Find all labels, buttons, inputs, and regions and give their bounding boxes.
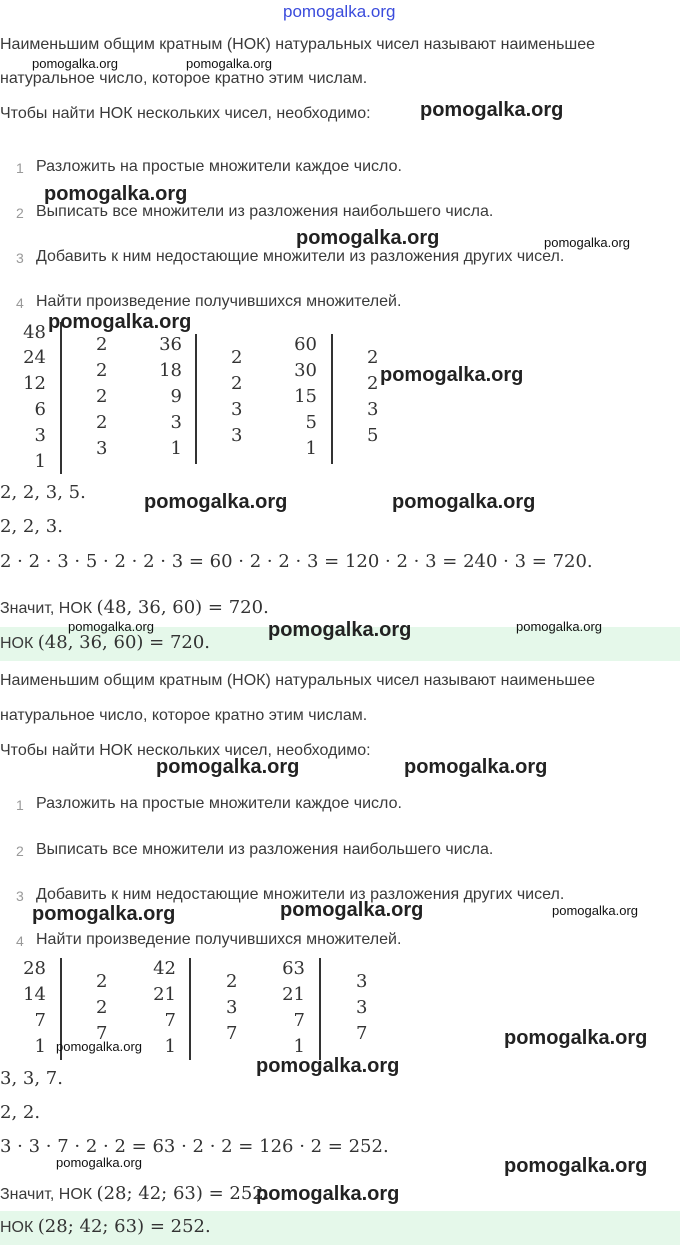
dividend: 48 bbox=[23, 322, 46, 343]
divisor: 2 bbox=[367, 347, 379, 368]
conclusion-prefix: Значит, НОК bbox=[0, 1186, 93, 1203]
conclusion-math: (28; 42; 63) = 252. bbox=[96, 1183, 270, 1204]
step-number: 4 bbox=[16, 295, 24, 311]
dividend: 28 bbox=[23, 958, 46, 979]
watermark: pomogalka.org bbox=[32, 56, 118, 71]
watermark: pomogalka.org bbox=[404, 756, 548, 778]
dividend: 12 bbox=[23, 373, 46, 394]
dividend: 1 bbox=[34, 451, 46, 472]
conclusion-math: (48, 36, 60) = 720. bbox=[96, 597, 269, 618]
watermark: pomogalka.org bbox=[44, 183, 188, 205]
divisor: 3 bbox=[356, 997, 368, 1018]
watermark: pomogalka.org bbox=[256, 1183, 400, 1205]
watermark: pomogalka.org bbox=[68, 619, 154, 634]
dividend: 42 bbox=[153, 958, 176, 979]
divisor: 2 bbox=[96, 386, 108, 407]
watermark: pomogalka.org bbox=[56, 1039, 142, 1054]
divisor: 3 bbox=[96, 438, 108, 459]
step-text: Разложить на простые множители каждое число. bbox=[36, 158, 402, 175]
dividend: 30 bbox=[294, 360, 317, 381]
divisor: 7 bbox=[356, 1023, 368, 1044]
division-line bbox=[319, 958, 321, 1060]
dividend: 60 bbox=[294, 334, 317, 355]
watermark: pomogalka.org bbox=[504, 1155, 648, 1177]
dividend: 63 bbox=[282, 958, 305, 979]
step-text: Добавить к ним недостающие множители из разложения других чисел. bbox=[36, 886, 565, 903]
dividend: 24 bbox=[23, 347, 46, 368]
step-number: 2 bbox=[16, 205, 24, 221]
division-line bbox=[195, 334, 197, 464]
step-text: Добавить к ним недостающие множители из разложения других чисел. bbox=[36, 248, 565, 265]
divisor: 2 bbox=[96, 360, 108, 381]
dividend: 7 bbox=[34, 1010, 46, 1031]
answer-math: (28; 42; 63) = 252. bbox=[37, 1216, 211, 1237]
dividend: 14 bbox=[23, 984, 46, 1005]
step-number: 4 bbox=[16, 933, 24, 949]
factors-line: 2, 2, 3, 5. bbox=[0, 482, 86, 503]
intro-text: Наименьшим общим кратным (НОК) натуральных чисел называют наименьшее bbox=[0, 672, 596, 689]
watermark: pomogalka.org bbox=[552, 903, 638, 918]
watermark: pomogalka.org bbox=[280, 899, 424, 921]
dividend: 1 bbox=[170, 438, 182, 459]
dividend: 9 bbox=[170, 386, 182, 407]
watermark: pomogalka.org bbox=[544, 235, 630, 250]
step-number: 3 bbox=[16, 888, 24, 904]
step-text: Разложить на простые множители каждое число. bbox=[36, 795, 402, 812]
factors-line: 2, 2, 3. bbox=[0, 516, 63, 537]
watermark: pomogalka.org bbox=[156, 756, 300, 778]
intro-text: Наименьшим общим кратным (НОК) натуральных чисел называют наименьшее bbox=[0, 36, 596, 53]
watermark: pomogalka.org bbox=[144, 491, 288, 513]
divisor: 5 bbox=[367, 425, 379, 446]
divisor: 2 bbox=[96, 971, 108, 992]
divisor: 2 bbox=[96, 412, 108, 433]
dividend: 5 bbox=[305, 412, 317, 433]
factors-line: 3, 3, 7. bbox=[0, 1068, 63, 1089]
watermark: pomogalka.org bbox=[392, 491, 536, 513]
divisor: 3 bbox=[226, 997, 238, 1018]
divisor: 2 bbox=[96, 997, 108, 1018]
dividend: 1 bbox=[164, 1036, 176, 1057]
step-number: 1 bbox=[16, 160, 24, 176]
divisor: 3 bbox=[231, 399, 243, 420]
answer-prefix: НОК bbox=[0, 1219, 34, 1236]
step-text: Выписать все множители из разложения наибольшего числа. bbox=[36, 841, 494, 858]
product-formula: 3 · 3 · 7 · 2 · 2 = 63 · 2 · 2 = 126 · 2 = 252. bbox=[0, 1136, 389, 1157]
factors-line: 2, 2. bbox=[0, 1102, 41, 1123]
divisor: 2 bbox=[367, 373, 379, 394]
dividend: 3 bbox=[170, 412, 182, 433]
dividend: 7 bbox=[164, 1010, 176, 1031]
step-text: Выписать все множители из разложения наибольшего числа. bbox=[36, 203, 494, 220]
divisor: 3 bbox=[231, 425, 243, 446]
conclusion bbox=[0, 597, 269, 618]
dividend: 15 bbox=[294, 386, 317, 407]
watermark: pomogalka.org bbox=[283, 2, 396, 21]
watermark: pomogalka.org bbox=[268, 619, 412, 641]
dividend: 1 bbox=[305, 438, 317, 459]
product-formula: 2 · 2 · 3 · 5 · 2 · 2 · 3 = 60 · 2 · 2 · 3 = 120 · 2 · 3 = 240 · 3 = 720. bbox=[0, 551, 593, 572]
dividend: 21 bbox=[282, 984, 305, 1005]
dividend: 21 bbox=[153, 984, 176, 1005]
watermark: pomogalka.org bbox=[420, 99, 564, 121]
divisor: 3 bbox=[367, 399, 379, 420]
dividend: 7 bbox=[293, 1010, 305, 1031]
dividend: 3 bbox=[34, 425, 46, 446]
watermark: pomogalka.org bbox=[516, 619, 602, 634]
divisor: 2 bbox=[226, 971, 238, 992]
division-line bbox=[189, 958, 191, 1060]
divisor: 7 bbox=[226, 1023, 238, 1044]
conclusion bbox=[0, 1183, 269, 1204]
conclusion-prefix: Значит, НОК bbox=[0, 600, 93, 617]
divisor: 2 bbox=[231, 373, 243, 394]
watermark: pomogalka.org bbox=[186, 56, 272, 71]
divisor: 3 bbox=[356, 971, 368, 992]
divisor: 2 bbox=[96, 334, 108, 355]
divisor: 7 bbox=[96, 1023, 108, 1044]
intro-text-cont: натуральное число, которое кратно этим числам. bbox=[0, 707, 368, 724]
step-text: Найти произведение получившихся множителей. bbox=[36, 931, 402, 948]
step-text: Найти произведение получившихся множителей. bbox=[36, 293, 402, 310]
dividend: 36 bbox=[159, 334, 182, 355]
dividend: 1 bbox=[34, 1036, 46, 1057]
step-number: 2 bbox=[16, 843, 24, 859]
divisor: 2 bbox=[231, 347, 243, 368]
answer-prefix: НОК bbox=[0, 635, 34, 652]
intro-text-cont: натуральное число, которое кратно этим числам. bbox=[0, 70, 368, 87]
step-number: 3 bbox=[16, 250, 24, 266]
watermark: pomogalka.org bbox=[32, 903, 176, 925]
watermark: pomogalka.org bbox=[56, 1155, 142, 1170]
watermark: pomogalka.org bbox=[48, 311, 192, 333]
watermark: pomogalka.org bbox=[256, 1055, 400, 1077]
step-number: 1 bbox=[16, 797, 24, 813]
division-line bbox=[331, 334, 333, 464]
watermark: pomogalka.org bbox=[380, 364, 524, 386]
lead-text: Чтобы найти НОК нескольких чисел, необходимо: bbox=[0, 742, 371, 759]
watermark: pomogalka.org bbox=[296, 227, 440, 249]
watermark: pomogalka.org bbox=[504, 1027, 648, 1049]
answer bbox=[0, 632, 210, 653]
answer-math: (48, 36, 60) = 720. bbox=[37, 632, 211, 653]
answer bbox=[0, 1216, 211, 1237]
dividend: 1 bbox=[293, 1036, 305, 1057]
dividend: 6 bbox=[34, 399, 46, 420]
division-line bbox=[60, 322, 62, 474]
dividend: 18 bbox=[159, 360, 182, 381]
lead-text: Чтобы найти НОК нескольких чисел, необходимо: bbox=[0, 105, 371, 122]
